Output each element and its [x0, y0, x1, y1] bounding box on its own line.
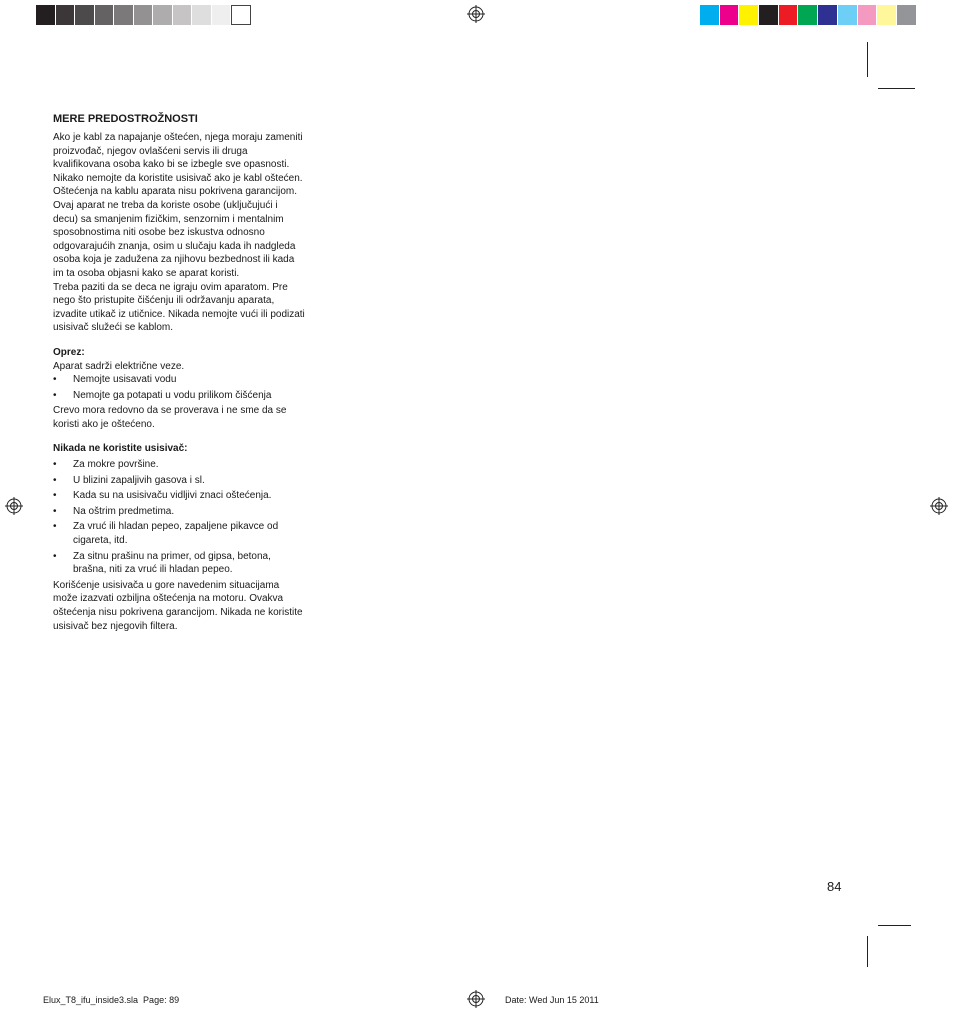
color-swatch [720, 5, 740, 25]
bullet: • [53, 490, 57, 502]
gray-swatch [192, 5, 212, 25]
bullet: • [53, 389, 57, 401]
crop-mark-top-vertical [867, 42, 868, 77]
color-swatch [739, 5, 759, 25]
caution-text: Aparat sadrži električne veze. [53, 360, 185, 372]
never-use-after-text: Korišćenje usisivača u gore navedenim situacijama može izazvati ozbiljna oštećenja na motoru. Ovakva oštećenja nisu pokrivena garancijom. Nikada ne koristite usisivač bez njegovih filtera. [53, 579, 303, 632]
list-item: • Nemojte usisavati vodu [53, 374, 177, 386]
registration-mark-bottom [467, 990, 485, 1008]
gray-swatch [36, 5, 56, 25]
bullet: • [53, 474, 57, 486]
gray-swatch [56, 5, 76, 25]
second-paragraph: Ovaj aparat ne treba da koriste osobe (uključujući i decu) sa smanjenim fizičkim, senzornim i mentalnim sposobnostima niti osobe bez iskustva odnosno odgovarajućih znanja, osim u slučaju kada ih nadgleda osoba koja je zadužena za njihovu bezbednost ili kada im ta osoba objasni kako se aparat koristi. [53, 199, 296, 279]
color-swatch [779, 5, 799, 25]
footer-date-info: Date: Wed Jun 15 2011 [505, 995, 599, 1005]
bullet: • [53, 550, 57, 562]
caution-list [53, 373, 305, 402]
color-swatch [818, 5, 838, 25]
crop-mark-bottom-vertical [867, 936, 868, 967]
gray-swatch [153, 5, 173, 25]
never-use-title: Nikada ne koristite usisivač: [53, 443, 188, 455]
registration-mark-top [467, 5, 485, 23]
footer-file-info: Elux_T8_ifu_inside3.sla Page: 89 [43, 995, 180, 1005]
gray-swatch [75, 5, 95, 25]
color-swatch [877, 5, 897, 25]
list-item: • Na oštrim predmetima. [53, 505, 175, 517]
gray-swatch [212, 5, 232, 25]
bullet: • [53, 459, 57, 471]
color-swatch [897, 5, 917, 25]
list-item: • Nemojte ga potapati u vodu prilikom čišćenja [53, 389, 272, 401]
crop-mark-top-horizontal [878, 88, 915, 89]
color-swatch [700, 5, 720, 25]
color-swatch [798, 5, 818, 25]
bullet: • [53, 521, 57, 533]
page-number: 84 [827, 879, 842, 894]
process-color-bar [700, 5, 917, 25]
color-swatch [858, 5, 878, 25]
color-swatch [838, 5, 858, 25]
list-item: • U blizini zapaljivih gasova i sl. [53, 474, 205, 486]
gray-swatch [114, 5, 134, 25]
registration-mark-right [930, 497, 948, 515]
section-heading: MERE PREDOSTROŽNOSTI [53, 113, 198, 125]
third-paragraph: Treba paziti da se deca ne igraju ovim aparatom. Pre nego što pristupite čišćenju ili održavanju aparata, izvadite utikač iz utičnice. Nikada nemojte vući ili podizati usisivač služeći se kablom. [53, 281, 305, 334]
gray-swatch [173, 5, 193, 25]
crop-mark-bottom-horizontal [878, 925, 911, 926]
list-item: • Za sitnu prašinu na primer, od gipsa, betona, brašna, niti za vruć ili hladan pepeo. [53, 550, 271, 576]
gray-swatch [95, 5, 115, 25]
bullet: • [53, 374, 57, 386]
caution-after-text: Crevo mora redovno da se proverava i ne sme da se koristi ako je oštećeno. [53, 405, 287, 430]
registration-mark-left [5, 497, 23, 515]
gray-swatch [231, 5, 251, 25]
intro-paragraph: Ako je kabl za napajanje oštećen, njega moraju zameniti proizvođač, njegov ovlašćeni servis ili druga kvalifikovana osoba kako bi se izbegle sve opasnosti. Nikako nemojte da koristite usisivač ako je kabl oštećen. Oštećenja na kablu aparata nisu pokrivena garancijom. [53, 132, 303, 198]
list-item: • Za vruć ili hladan pepeo, zapaljene pikavce od cigareta, itd. [53, 521, 279, 547]
bullet: • [53, 505, 57, 517]
safety-text-column [53, 112, 305, 633]
grayscale-color-bar [36, 5, 251, 25]
list-item: • Za mokre površine. [53, 459, 159, 471]
never-use-list [53, 458, 305, 577]
gray-swatch [134, 5, 154, 25]
color-swatch [759, 5, 779, 25]
caution-title: Oprez: [53, 346, 85, 358]
list-item: • Kada su na usisivaču vidljivi znaci oštećenja. [53, 490, 272, 502]
